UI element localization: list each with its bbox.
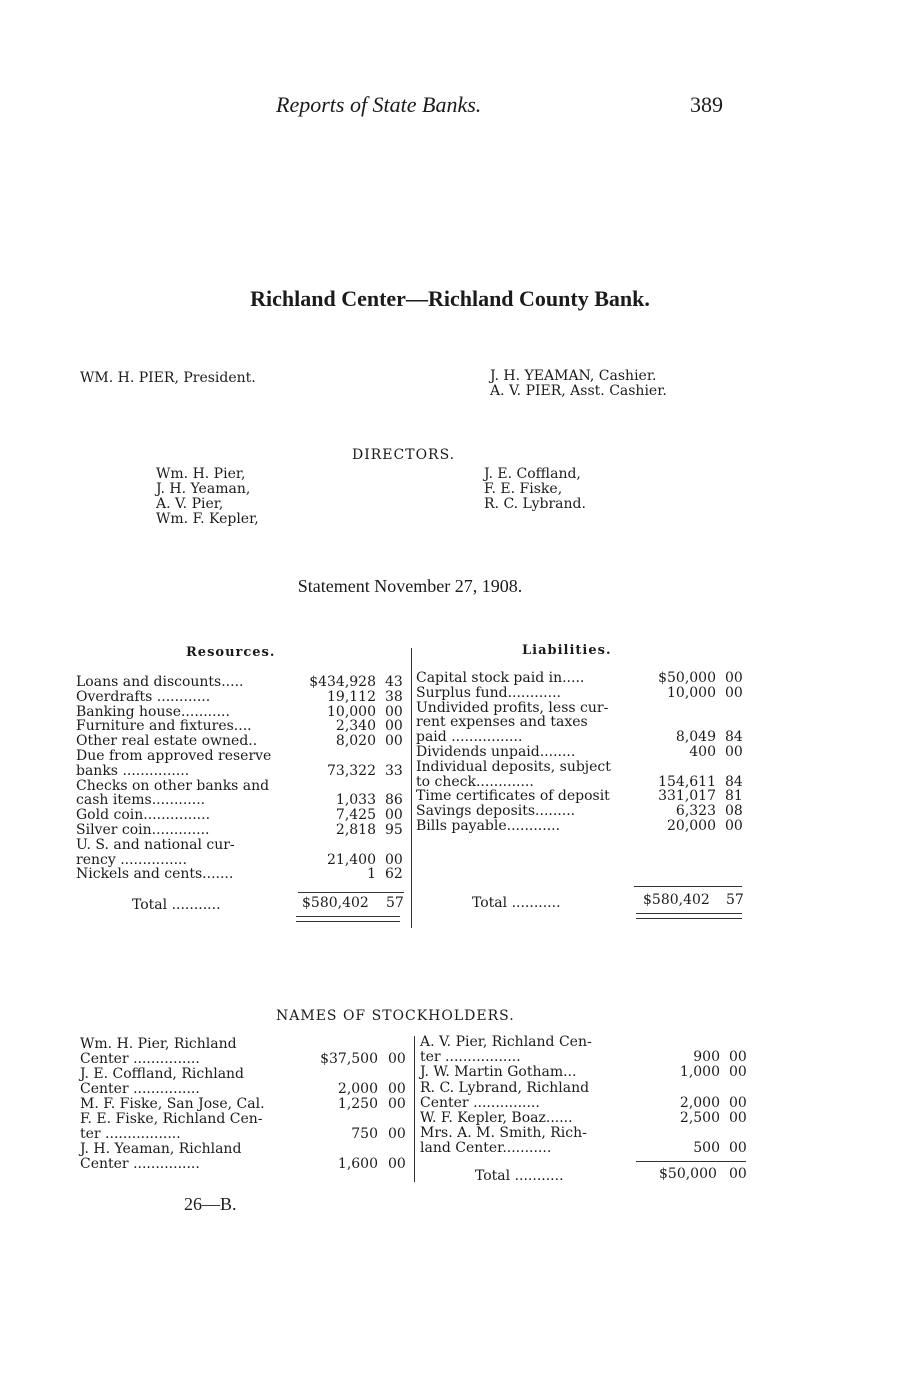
directors-heading: DIRECTORS. <box>352 447 456 463</box>
stockholders-total-cents: 00 <box>729 1166 747 1182</box>
row-dollars: $50,000 <box>658 670 716 686</box>
row-cents: 62 <box>385 866 403 883</box>
row-dollars: 900 <box>693 1049 720 1066</box>
row-cents: 43 <box>385 674 403 690</box>
row-dollars: 2,500 <box>679 1110 720 1126</box>
row-label: F. E. Fiske, Richland Cen- <box>80 1111 263 1127</box>
row-label: cash items............ <box>76 792 206 809</box>
resources-total-rule <box>298 892 404 893</box>
president: WM. H. PIER, President. <box>80 370 256 386</box>
row-label: paid ................ <box>416 729 523 746</box>
directors-right <box>484 467 586 512</box>
director-name: A. V. Pier, <box>156 496 224 512</box>
directors-left <box>156 467 259 527</box>
row-dollars: 6,323 <box>675 803 716 820</box>
row-cents: 00 <box>729 1140 747 1157</box>
row-label: Time certificates of deposit <box>416 788 610 805</box>
stockholders-total-dollars: $50,000 <box>659 1166 717 1182</box>
row-label: R. C. Lybrand, Richland <box>420 1079 590 1096</box>
row-label: M. F. Fiske, San Jose, Cal. <box>80 1096 265 1112</box>
liabilities-total-cents: 57 <box>726 892 744 908</box>
liabilities-total-rule <box>634 886 742 887</box>
liabilities-total-label: Total ........... <box>472 895 561 911</box>
signature-mark: 26—B. <box>184 1194 237 1214</box>
row-cents: 33 <box>385 762 403 779</box>
row-label: Other real estate owned.. <box>76 733 258 750</box>
row-label: J. H. Yeaman, Richland <box>80 1141 242 1157</box>
row-label: Center ............... <box>80 1156 200 1172</box>
row-label: U. S. and national cur- <box>76 836 235 853</box>
row-label: A. V. Pier, Richland Cen- <box>420 1034 592 1050</box>
director-name: J. E. Coffland, <box>484 466 581 482</box>
row-dollars: 1 <box>367 866 376 883</box>
resources-total-double-rule <box>296 916 400 922</box>
row-label: Center ............... <box>80 1081 200 1097</box>
stockholders-total-label: Total ........... <box>475 1168 564 1184</box>
row-cents: 84 <box>725 773 743 790</box>
row-dollars: 8,049 <box>675 729 716 746</box>
row-label: Undivided profits, less cur- <box>416 699 609 716</box>
liabilities-total-dollars: $580,402 <box>643 892 710 908</box>
row-dollars: 1,000 <box>679 1064 720 1081</box>
row-cents: 00 <box>385 703 403 720</box>
row-dollars: 7,425 <box>335 807 376 824</box>
row-cents: 86 <box>385 792 403 809</box>
row-label: Due from approved reserve <box>76 748 272 764</box>
row-label: ter ................. <box>80 1126 181 1142</box>
row-cents: 00 <box>388 1051 406 1067</box>
row-dollars: 2,818 <box>335 822 376 838</box>
row-cents: 00 <box>385 807 403 824</box>
row-label: Nickels and cents....... <box>76 866 234 883</box>
row-label: Capital stock paid in..... <box>416 670 585 686</box>
row-dollars: 21,400 <box>327 851 376 868</box>
cashier: J. H. YEAMAN, Cashier. <box>490 368 657 384</box>
row-label: Dividends unpaid........ <box>416 744 576 760</box>
row-label: to check............. <box>416 773 534 790</box>
row-cents: 84 <box>725 729 743 746</box>
page-number: 389 <box>690 92 723 117</box>
stockholders-heading: NAMES OF STOCKHOLDERS. <box>276 1008 515 1024</box>
asst-cashier: A. V. PIER, Asst. Cashier. <box>490 383 667 399</box>
stockholders-total-rule <box>636 1161 746 1162</box>
director-name: Wm. H. Pier, <box>156 466 246 482</box>
row-dollars: 19,112 <box>327 688 376 705</box>
liabilities-heading: Liabilities. <box>522 643 612 658</box>
row-label: land Center........... <box>420 1140 552 1157</box>
row-dollars: 1,250 <box>337 1096 378 1112</box>
row-label: Furniture and fixtures.... <box>76 718 252 735</box>
row-dollars: 8,020 <box>335 733 376 750</box>
row-label: J. W. Martin Gotham... <box>420 1064 577 1081</box>
row-cents: 00 <box>729 1110 747 1126</box>
row-label: Overdrafts ............ <box>76 688 211 705</box>
row-label: banks ............... <box>76 762 190 779</box>
row-label: Gold coin............... <box>76 807 211 824</box>
row-cents: 00 <box>725 670 743 686</box>
row-label: Center ............... <box>420 1094 540 1111</box>
row-cents: 00 <box>385 851 403 868</box>
row-dollars: 10,000 <box>667 684 716 701</box>
row-label: Individual deposits, subject <box>416 758 611 775</box>
row-dollars: 73,322 <box>327 762 376 779</box>
row-label: J. E. Coffland, Richland <box>80 1066 245 1082</box>
row-label: Savings deposits......... <box>416 803 576 820</box>
row-dollars: 331,017 <box>658 788 716 805</box>
row-cents: 00 <box>388 1156 406 1172</box>
row-label: Silver coin............. <box>76 822 210 838</box>
row-dollars: 10,000 <box>327 703 376 720</box>
column-divider <box>411 648 412 928</box>
row-dollars: 1,033 <box>335 792 376 809</box>
director-name: J. H. Yeaman, <box>156 481 251 497</box>
row-cents: 00 <box>729 1094 747 1111</box>
resources-total-cents: 57 <box>386 895 404 911</box>
row-cents: 00 <box>388 1096 406 1112</box>
row-dollars: 20,000 <box>667 818 716 834</box>
row-label: Checks on other banks and <box>76 777 270 794</box>
row-cents: 81 <box>725 788 743 805</box>
row-cents: 00 <box>388 1126 406 1142</box>
row-label: ter ................. <box>420 1049 521 1066</box>
row-dollars: 2,000 <box>679 1094 720 1111</box>
row-label: Center ............... <box>80 1051 200 1067</box>
director-name: F. E. Fiske, <box>484 481 563 497</box>
liabilities-total-double-rule <box>636 913 742 919</box>
row-dollars: $37,500 <box>320 1051 378 1067</box>
row-dollars: 2,340 <box>335 718 376 735</box>
row-cents: 00 <box>388 1081 406 1097</box>
row-cents: 00 <box>385 718 403 735</box>
row-cents: 38 <box>385 688 403 705</box>
row-cents: 95 <box>385 822 403 838</box>
row-dollars: $434,928 <box>309 674 376 690</box>
row-label: Wm. H. Pier, Richland <box>80 1036 237 1052</box>
row-label: rency ............... <box>76 851 187 868</box>
row-dollars: 2,000 <box>337 1081 378 1097</box>
row-label: rent expenses and taxes <box>416 714 588 731</box>
bank-title: Richland Center—Richland County Bank. <box>250 286 650 311</box>
row-label: W. F. Kepler, Boaz...... <box>420 1110 573 1126</box>
row-label: Banking house........... <box>76 703 230 720</box>
row-label: Loans and discounts..... <box>76 674 244 690</box>
stockholders-divider <box>414 1036 415 1182</box>
director-name: Wm. F. Kepler, <box>156 511 259 527</box>
row-cents: 00 <box>725 818 743 834</box>
resources-total-dollars: $580,402 <box>302 895 369 911</box>
resources-total-label: Total ........... <box>132 897 221 913</box>
row-dollars: 154,611 <box>658 773 716 790</box>
director-name: R. C. Lybrand. <box>484 496 586 512</box>
row-cents: 00 <box>729 1064 747 1081</box>
row-label: Surplus fund............ <box>416 684 561 701</box>
row-dollars: 1,600 <box>337 1156 378 1172</box>
row-dollars: 400 <box>689 744 716 760</box>
row-dollars: 750 <box>351 1126 378 1142</box>
row-cents: 08 <box>725 803 743 820</box>
statement-title: Statement November 27, 1908. <box>297 576 523 596</box>
row-cents: 00 <box>729 1049 747 1066</box>
row-label: Bills payable............ <box>416 818 561 834</box>
row-dollars: 500 <box>693 1140 720 1157</box>
row-cents: 00 <box>725 684 743 701</box>
row-cents: 00 <box>385 733 403 750</box>
row-cents: 00 <box>725 744 743 760</box>
resources-heading: Resources. <box>186 645 276 660</box>
running-title: Reports of State Banks. <box>276 92 482 117</box>
row-label: Mrs. A. M. Smith, Rich- <box>420 1125 587 1142</box>
